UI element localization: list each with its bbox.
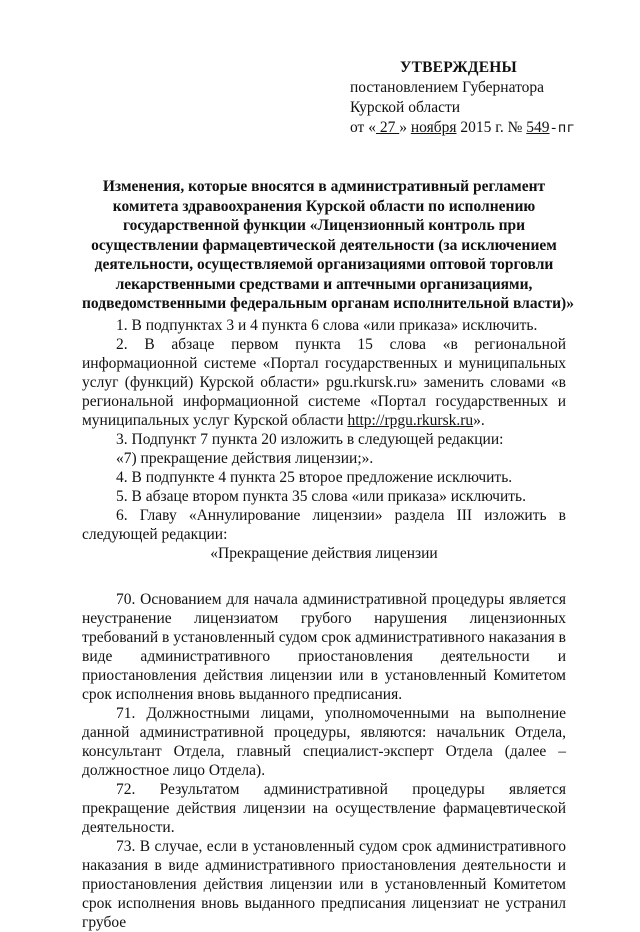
portal-link[interactable]: http://rpgu.rkursk.ru — [347, 412, 474, 429]
item-2-end: ». — [473, 412, 485, 429]
item-5: 5. В абзаце втором пункта 35 слова «или приказа» исключить. — [116, 488, 526, 505]
date-month: ноября — [410, 119, 457, 136]
item-3-quote: «7) прекращение действия лицензии;». — [116, 450, 374, 467]
decree-number: 549 — [526, 119, 550, 136]
paragraph-70: 70. Основанием для начала административной процедуры является неустранение лицензиатом грубого нарушения лицензионных требований в установленный судом срок административного наказания в виде административного приостановления деятельности и приостановления действия лицензии или в установленный Комитетом срок исполнения вновь выданного предписания. — [82, 591, 566, 703]
approval-date-line — [350, 118, 575, 139]
approval-line-2: Курской области — [350, 99, 461, 116]
approval-line-1: постановлением Губернатора — [350, 79, 545, 96]
paragraph-72: 72. Результатом административной процедуры является прекращение действия лицензии на осуществление фармацевтической деятельности. — [82, 781, 566, 836]
decree-number-suffix: -пг — [549, 121, 575, 137]
title-line: лекарственными средствами и аптечными организациями, — [115, 275, 533, 293]
date-year: 2015 г. № — [456, 119, 523, 136]
title-line: государственной функции «Лицензионный контроль при — [122, 217, 526, 234]
approval-block — [350, 58, 575, 139]
title-line: осуществлении фармацевтической деятельности (за исключением — [91, 236, 557, 254]
item-6: 6. Главу «Аннулирование лицензии» раздела III изложить в следующей редакции: — [82, 507, 566, 543]
item-4: 4. В подпункте 4 пункта 25 второе предложение исключить. — [116, 469, 513, 486]
title-line: Изменения, которые вносятся в административный регламент — [102, 178, 546, 195]
title-line: деятельности, осуществляемой организациями оптовой торговли — [94, 256, 554, 273]
item-2-text: 2. В абзаце первом пункта 15 слова «в региональной информационной системе «Портал государственных и муниципальных услуг (функций) Курской области» pgu.rkursk.ru» заменить словами «в региональной информационной системе «Портал государственных и муниципальных услуг Курской области — [82, 336, 566, 429]
document-title — [82, 177, 574, 314]
document-body — [82, 316, 566, 932]
section-heading: «Прекращение действия лицензии — [210, 545, 438, 562]
item-1: 1. В подпунктах 3 и 4 пункта 6 слова «или приказа» исключить. — [116, 317, 538, 334]
item-2 — [82, 335, 566, 430]
item-3: 3. Подпункт 7 пункта 20 изложить в следующей редакции: — [116, 431, 504, 448]
date-day: 27 — [375, 119, 400, 136]
paragraph-71: 71. Должностными лицами, уполномоченными на выполнение данной административной процедуры, являются: начальник Отдела, консультант Отдела, главный специалист-эксперт Отдела (далее – должностное лицо Отдела). — [82, 705, 566, 779]
title-line: комитета здравоохранения Курской области по исполнению — [112, 197, 536, 215]
title-line: подведомственными федеральным органам исполнительной власти)» — [82, 295, 574, 312]
paragraph-73: 73. В случае, если в установленный судом срок административного наказания в виде административного приостановления деятельности и приостановления действия лицензии или в установленный Комитетом срок исполнения вновь выданного предписания лицензиат не устранил грубое — [82, 838, 566, 931]
approval-heading: УТВЕРЖДЕНЫ — [400, 59, 517, 76]
date-prefix: от « — [350, 119, 376, 136]
date-mid: » — [399, 119, 411, 136]
